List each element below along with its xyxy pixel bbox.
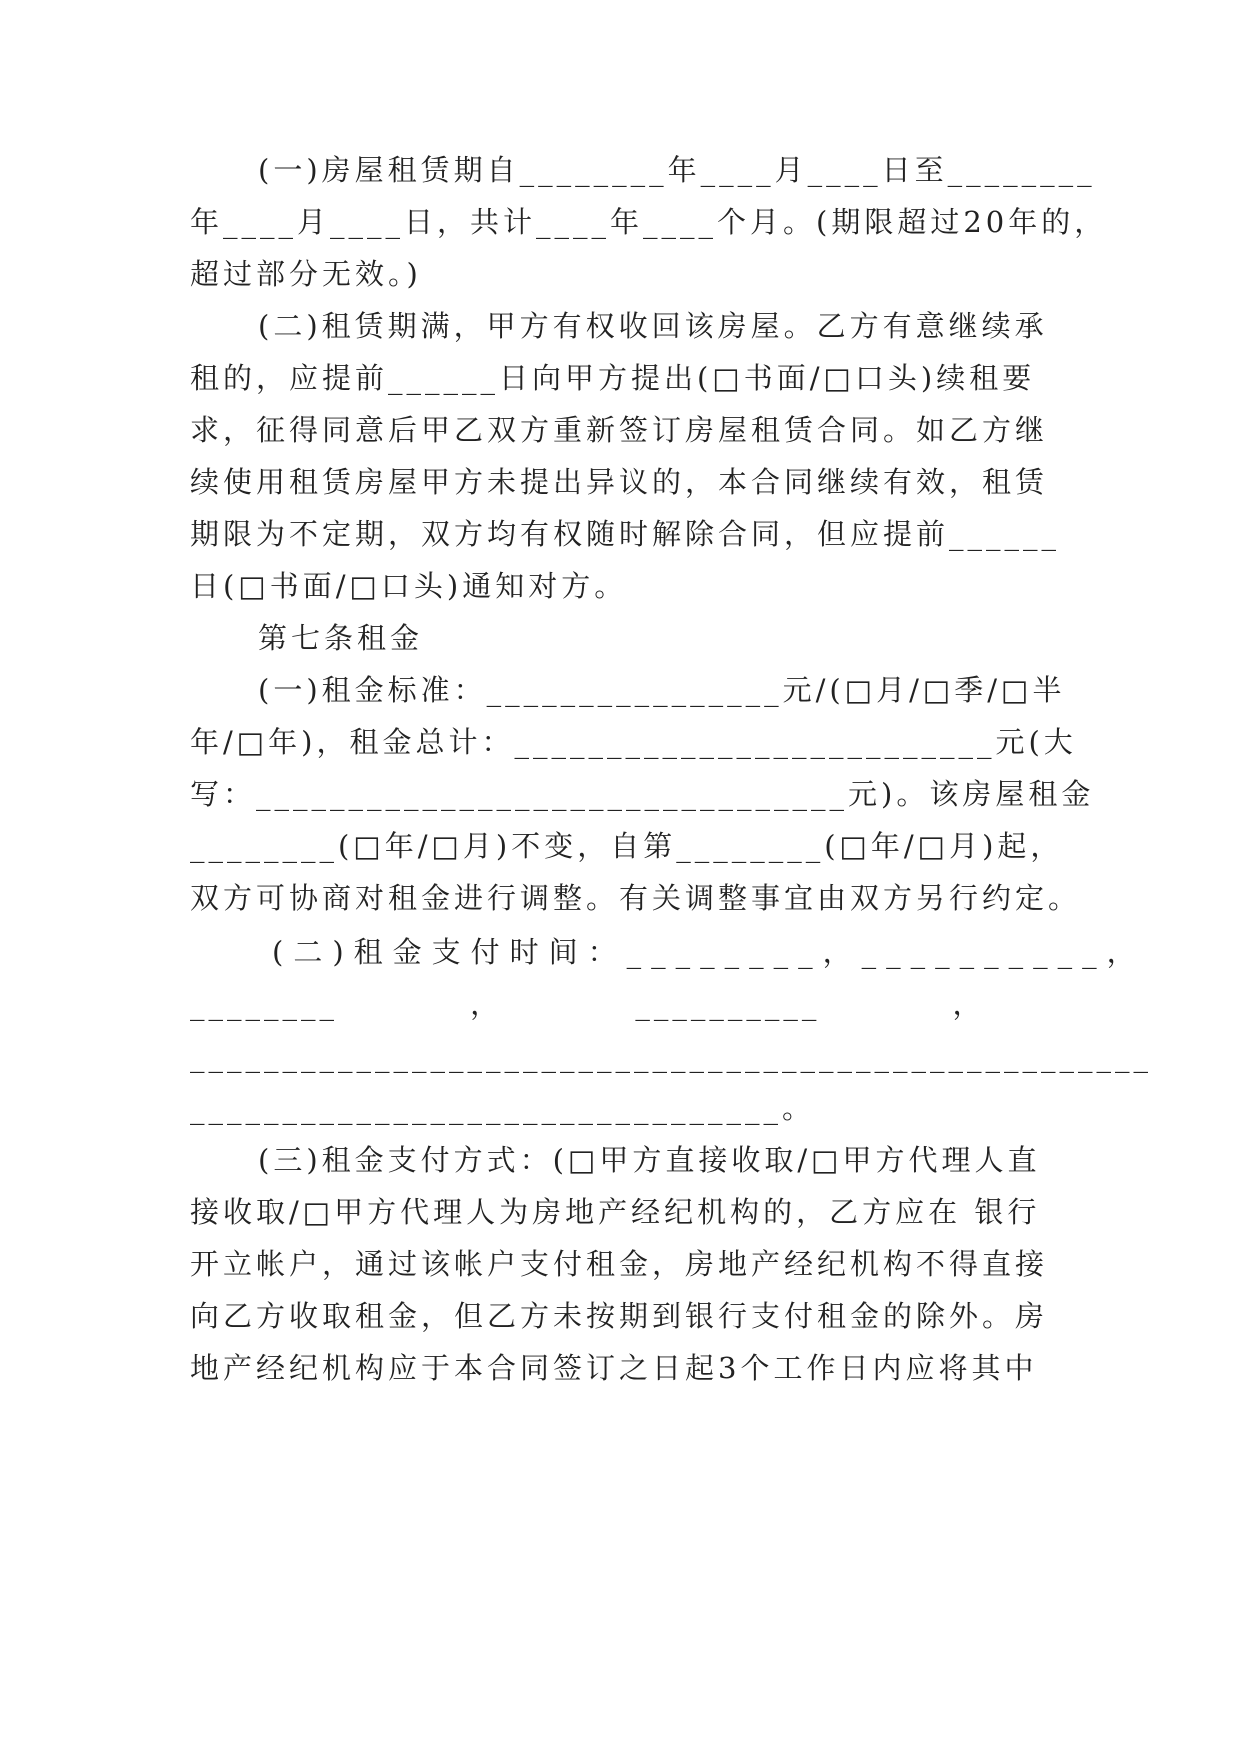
clause-7-3-line-5: 地产经纪机构应于本合同签订之日起3个工作日内应将其中 (190, 1351, 1038, 1385)
clause-7-2-line-1: (二)租金支付时间：________，__________， (272, 935, 1146, 969)
clause-7-2-line-3: ____________________________________________________ (190, 1039, 1152, 1073)
clause-7-1-line-3: 写：________________________________元)。该房屋租金 (190, 777, 1095, 811)
clause-6-2-line-6: 日(□书面/□口头)通知对方。 (190, 569, 628, 603)
clause-7-1-line-2: 年/□年)，租金总计：__________________________元(大 (190, 725, 1077, 759)
clause-7-3-line-3: 开立帐户，通过该帐户支付租金，房地产经纪机构不得直接 (190, 1247, 1049, 1281)
clause-7-1-line-4: ________(□年/□月)不变，自第________(□年/□月)起， (190, 829, 1064, 863)
clause-6-2-line-1: (二)租赁期满，甲方有权收回该房屋。乙方有意继续承 (258, 309, 1048, 343)
clause-7-1-line-1: (一)租金标准：________________元/(□月/□季/□半 (258, 673, 1066, 707)
clause-6-2-line-4: 续使用租赁房屋甲方未提出异议的，本合同继续有效，租赁 (190, 465, 1049, 499)
clause-7-2-line-2: ________ ， __________ ， (190, 987, 986, 1021)
clause-6-1-line-1: (一)房屋租赁期自________年____月____日至________ (258, 153, 1096, 187)
clause-7-3-line-2: 接收取/□甲方代理人为房地产经纪机构的，乙方应在 银行 (190, 1195, 1041, 1229)
clause-6-1-line-3: 超过部分无效。) (190, 257, 422, 291)
clause-6-1-line-2: 年____月____日，共计____年____个月。(期限超过20年的， (190, 205, 1108, 239)
clause-6-2-line-2: 租的，应提前______日向甲方提出(□书面/□口头)续租要 (190, 361, 1036, 395)
clause-7-2-line-4: ________________________________。 (190, 1091, 816, 1125)
clause-7-3-line-1: (三)租金支付方式：(□甲方直接收取/□甲方代理人直 (258, 1143, 1041, 1177)
clause-7-1-line-5: 双方可协商对租金进行调整。有关调整事宜由双方另行约定。 (190, 881, 1082, 915)
clause-6-2-line-3: 求，征得同意后甲乙双方重新签订房屋租赁合同。如乙方继 (190, 413, 1049, 447)
article-7-heading: 第七条租金 (258, 621, 424, 655)
clause-6-2-line-5: 期限为不定期，双方均有权随时解除合同，但应提前______ (190, 517, 1061, 551)
clause-7-3-line-4: 向乙方收取租金，但乙方未按期到银行支付租金的除外。房 (190, 1299, 1049, 1333)
